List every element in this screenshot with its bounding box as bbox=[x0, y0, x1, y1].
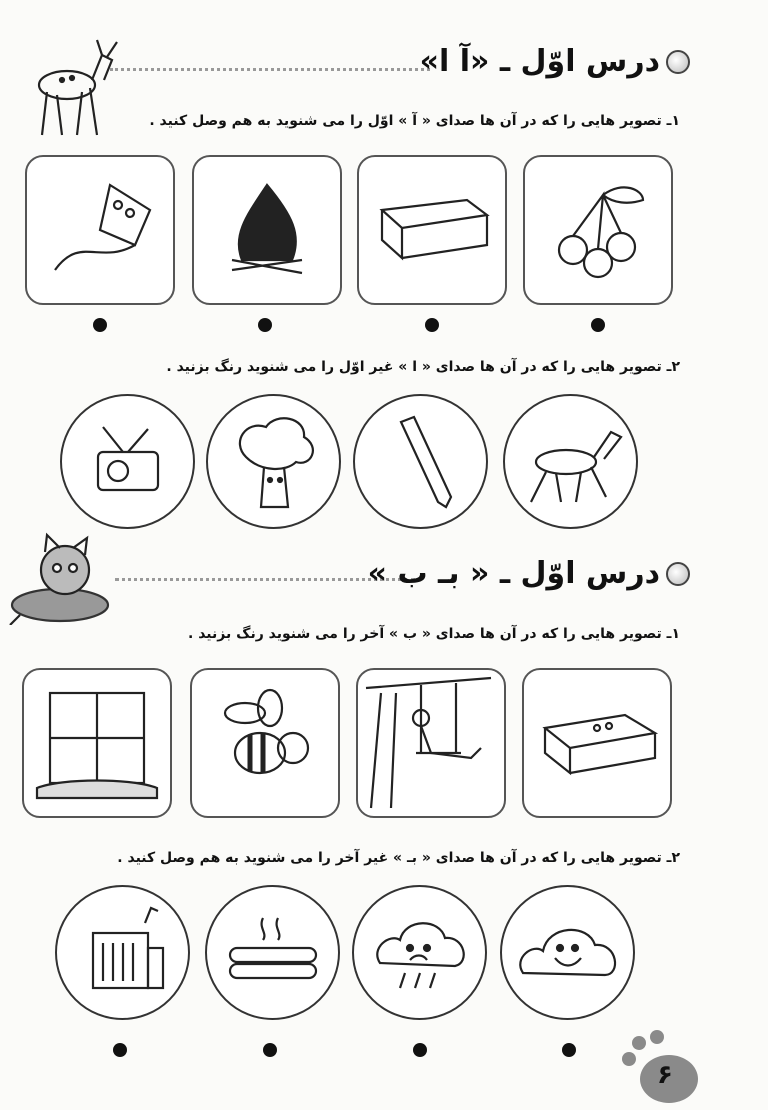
toaster-icon bbox=[73, 903, 173, 1003]
cat-illustration bbox=[5, 530, 115, 625]
connect-dot[interactable] bbox=[113, 1043, 127, 1057]
lesson-b-exercise2: ۲ـ تصویر هایی را که در آن ها صدای « بـ » غیر آخر را می شنوید به هم وصل کنید . bbox=[117, 850, 680, 866]
connect-dot[interactable] bbox=[93, 318, 107, 332]
title-bullet-icon bbox=[666, 50, 690, 74]
cherries-icon bbox=[543, 175, 653, 285]
happy-cloud-icon bbox=[513, 913, 623, 993]
connect-dot[interactable] bbox=[425, 318, 439, 332]
toaster-picture[interactable] bbox=[55, 885, 190, 1020]
book-picture[interactable] bbox=[357, 155, 507, 305]
lesson-a-title-text: درس اوّل ـ «آ ا» bbox=[419, 44, 660, 79]
connect-dot[interactable] bbox=[562, 1043, 576, 1057]
swing-icon bbox=[361, 673, 501, 813]
tree-icon bbox=[226, 412, 321, 512]
lesson-b-title-text: درس اوّل ـ « بـ ب » bbox=[367, 556, 660, 591]
paw-toe-icon bbox=[622, 1052, 636, 1066]
window-picture[interactable] bbox=[22, 668, 172, 818]
campfire-icon bbox=[212, 175, 322, 285]
rain-cloud-picture[interactable] bbox=[352, 885, 487, 1020]
lesson-b-exercise1: ۱ـ تصویر هایی را که در آن ها صدای « ب » آخر را می شنوید رنگ بزنید . bbox=[188, 626, 680, 642]
book-face-picture[interactable] bbox=[522, 668, 672, 818]
kite-picture[interactable] bbox=[25, 155, 175, 305]
title-bullet-icon bbox=[666, 562, 690, 586]
paw-toe-icon bbox=[650, 1030, 664, 1044]
kebab-icon bbox=[218, 908, 328, 998]
kite-icon bbox=[40, 175, 160, 285]
deer-icon bbox=[516, 417, 626, 507]
book-icon bbox=[372, 190, 492, 270]
radio-picture[interactable] bbox=[60, 394, 195, 529]
title-dotted-line bbox=[110, 68, 430, 71]
lesson-a-exercise1: ۱ـ تصویر هایی را که در آن ها صدای « آ » اوّل را می شنوید به هم وصل کنید . bbox=[149, 113, 680, 129]
connect-dot[interactable] bbox=[591, 318, 605, 332]
cherries-picture[interactable] bbox=[523, 155, 673, 305]
swing-picture[interactable] bbox=[356, 668, 506, 818]
lesson-a-exercise2: ۲ـ تصویر هایی را که در آن ها صدای « ا » غیر اوّل را می شنوید رنگ بزنید . bbox=[166, 359, 680, 375]
bee-icon bbox=[205, 688, 325, 798]
radio-icon bbox=[83, 417, 173, 507]
connect-dot[interactable] bbox=[413, 1043, 427, 1057]
connect-dot[interactable] bbox=[263, 1043, 277, 1057]
campfire-picture[interactable] bbox=[192, 155, 342, 305]
lesson-b-title bbox=[368, 556, 690, 591]
connect-dot[interactable] bbox=[258, 318, 272, 332]
paw-toe-icon bbox=[632, 1036, 646, 1050]
rain-cloud-icon bbox=[365, 908, 475, 998]
happy-cloud-picture[interactable] bbox=[500, 885, 635, 1020]
kebab-picture[interactable] bbox=[205, 885, 340, 1020]
window-icon bbox=[32, 683, 162, 803]
page-number: ۶ bbox=[657, 1060, 673, 1090]
deer-illustration bbox=[22, 30, 122, 140]
book-face-icon bbox=[535, 703, 660, 783]
tree-picture[interactable] bbox=[206, 394, 341, 529]
lesson-a-title bbox=[420, 44, 690, 79]
pencil-icon bbox=[376, 412, 466, 512]
bee-picture[interactable] bbox=[190, 668, 340, 818]
deer-picture[interactable] bbox=[503, 394, 638, 529]
pencil-picture[interactable] bbox=[353, 394, 488, 529]
